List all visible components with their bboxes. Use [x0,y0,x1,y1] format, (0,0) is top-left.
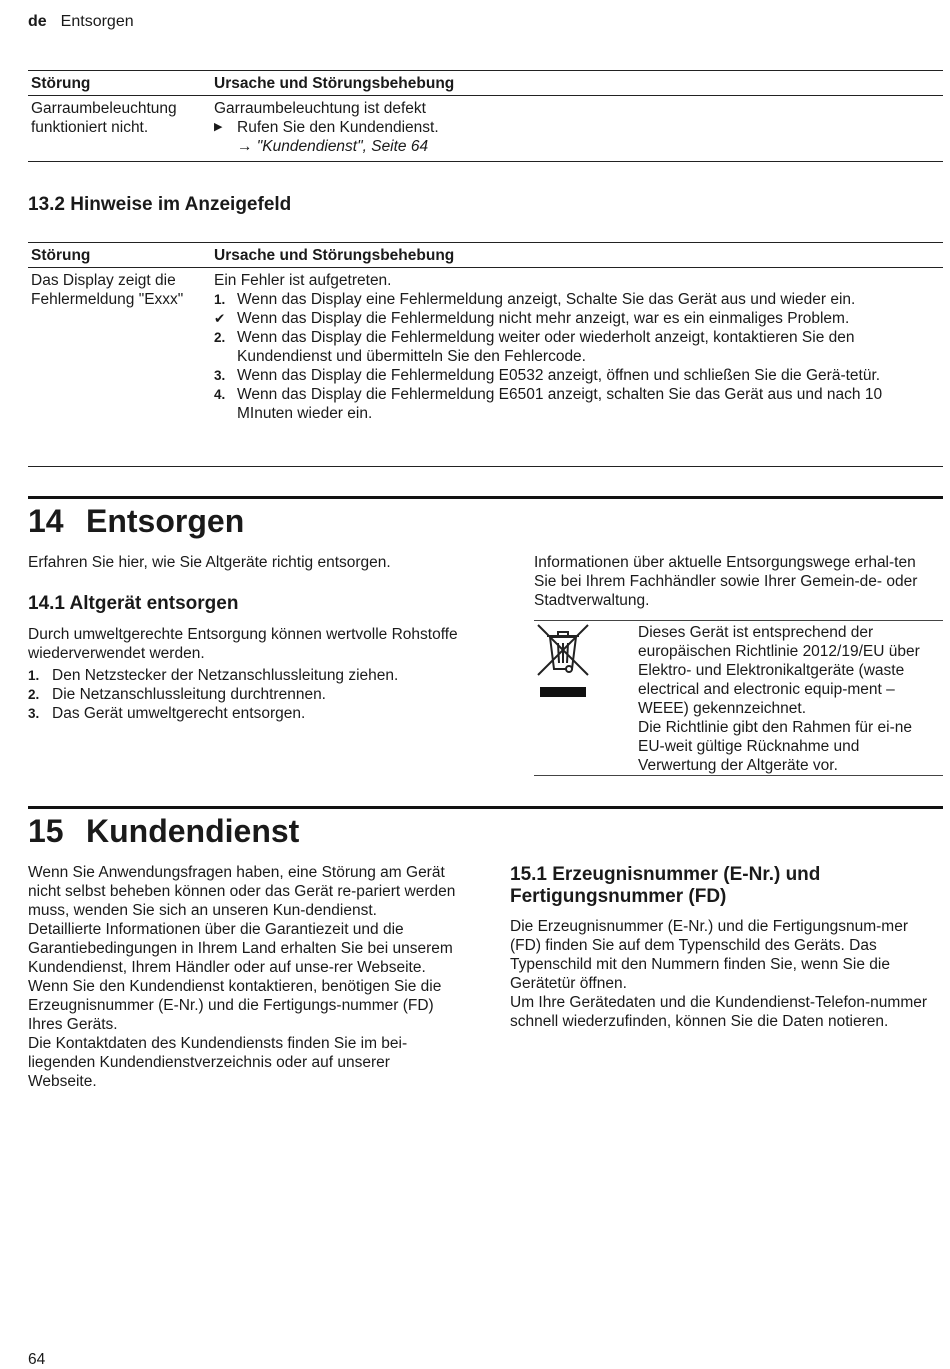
cause-text: Ein Fehler ist aufgetreten. [214,272,392,289]
section-14-title [28,502,244,540]
action-text: Rufen Sie den Kundendienst. [237,119,439,136]
cross-reference-link[interactable]: → "Kundendienst", Seite 64 [237,138,429,155]
step-number: 2. [28,687,40,702]
step-number: 3. [214,368,226,383]
paragraph: Um Ihre Gerätedaten und die Kundendienst-Telefon-nummer schnell wiederzufinden, können Sie die Daten notieren. [510,994,928,1030]
weee-notice [534,620,943,776]
section-13-2-title: 13.2 Hinweise im Anzeigefeld [28,194,292,215]
list-item [28,704,498,723]
cause-cell [214,99,939,156]
section-divider [28,496,943,499]
section-14-intro: Erfahren Sie hier, wie Sie Altgeräte richtig entsorgen. [28,554,391,571]
column-header-fault: Störung [31,247,91,264]
table-row [28,96,943,162]
cause-text: Garraumbeleuchtung ist defekt [214,100,426,117]
weee-text [638,623,938,775]
step-number: 2. [214,330,226,345]
step-text: Den Netzstecker der Netzanschlussleitung ziehen. [52,667,399,684]
step-item [214,290,939,309]
list-item [28,685,498,704]
fault-cell: Garraumbeleuchtung funktioniert nicht. [31,100,177,136]
action-item [214,118,939,137]
paragraph: Die Erzeugnisnummer (E-Nr.) und die Fertigungsnum-mer (FD) finden Sie auf dem Typenschild des Geräts. Das Typenschild mit den Nummern finden Sie, wenn Sie die Gerätetür öffnen. [510,918,908,992]
fault-table-1 [28,70,943,162]
list-item [28,666,498,685]
step-text: Wenn das Display die Fehlermeldung weiter oder wiederholt anzeigt, kontaktieren Sie den Kundendienst und übermitteln Sie den Fehlercode. [237,329,855,365]
disposal-info: Informationen über aktuelle Entsorgungswege erhal-ten Sie bei Ihrem Fachhändler sowie Ihrer Gemein-de- oder Stadtverwaltung. [534,554,918,609]
section-14-1-title: 14.1 Altgerät entsorgen [28,593,239,614]
step-number: 4. [214,387,226,402]
section-number: 14 [28,503,64,539]
section-title: Entsorgen [86,503,245,539]
section-title: Kundendienst [86,813,300,849]
result-item [214,309,939,328]
fault-cell: Das Display zeigt die Fehlermeldung "Exxx" [31,272,184,308]
fault-table-2 [28,242,943,467]
step-text: Wenn das Display die Fehlermeldung E6501 anzeigt, schalten Sie das Gerät aus und nach 10 MInuten wieder ein. [237,386,883,422]
language-code: de [28,13,47,30]
table-row [28,268,943,467]
paragraph: Detaillierte Informationen über die Garantiezeit und die Garantiebedingungen in Ihrem Land erhalten Sie bei unserem Kundendienst, Ihrem Händler oder auf unse-rer Webseite. [28,921,453,976]
column-header-fault: Störung [31,75,91,92]
step-text: Wenn das Display die Fehlermeldung E0532 anzeigt, öffnen und schließen Sie die Gerä-tetür. [237,367,881,384]
paragraph: Wenn Sie Anwendungsfragen haben, eine Störung am Gerät nicht selbst beheben können oder das Gerät re-pariert werden muss, wenden Sie sich an unseren Kun-dendienst. [28,864,456,919]
step-number: 1. [214,292,226,307]
step-text: Die Netzanschlussleitung durchtrennen. [52,686,326,703]
page-number: 64 [28,1351,46,1368]
disposal-steps [28,666,498,723]
table-header [28,242,943,268]
step-item [214,328,939,366]
step-text: Das Gerät umweltgerecht entsorgen. [52,705,306,722]
section-14-1-intro: Durch umweltgerechte Entsorgung können wertvolle Rohstoffe wiederverwendet werden. [28,626,458,662]
step-number: 3. [28,706,40,721]
step-text: Wenn das Display eine Fehlermeldung anzeigt, Schalte Sie das Gerät aus und wieder ein. [237,291,856,308]
step-item [214,385,939,423]
result-text: Wenn das Display die Fehlermeldung nicht mehr anzeigt, war es ein einmaliges Problem. [237,310,850,327]
cause-cell [214,271,939,423]
page-header [28,12,134,31]
section-15-text [28,863,462,1091]
column-header-cause: Ursache und Störungsbehebung [214,247,455,264]
column-header-cause: Ursache und Störungsbehebung [214,75,455,92]
table-header [28,70,943,96]
check-icon: ✔ [214,311,226,326]
section-15-1-text [510,917,938,1031]
weee-paragraph: Die Richtlinie gibt den Rahmen für ei-ne EU-weit gültige Rücknahme und Verwertung der Altgeräte vor. [638,719,912,774]
crossed-out-bin-icon [536,623,592,701]
step-number: 1. [28,668,40,683]
section-15-title [28,812,299,850]
paragraph: Die Kontaktdaten des Kundendiensts finden Sie im bei-liegenden Kundendienstverzeichnis oder auf unserer Webseite. [28,1035,408,1090]
weee-paragraph: Dieses Gerät ist entsprechend der europäischen Richtlinie 2012/19/EU über Elektro- und Elektronikaltgeräte (waste electrical and electronic equip-ment – WEEE) gekennzeichnet. [638,624,920,717]
paragraph: Wenn Sie den Kundendienst kontaktieren, benötigen Sie die Erzeugnisnummer (E-Nr.) und die Fertigungs-nummer (FD) Ihres Geräts. [28,978,442,1033]
triangle-bullet-icon: ▶ [214,121,223,133]
section-divider [28,806,943,809]
section-15-1-title: 15.1 Erzeugnisnummer (E-Nr.) und Fertigungsnummer (FD) [510,864,821,907]
step-item [214,366,939,385]
section-number: 15 [28,813,64,849]
header-section: Entsorgen [60,13,134,30]
